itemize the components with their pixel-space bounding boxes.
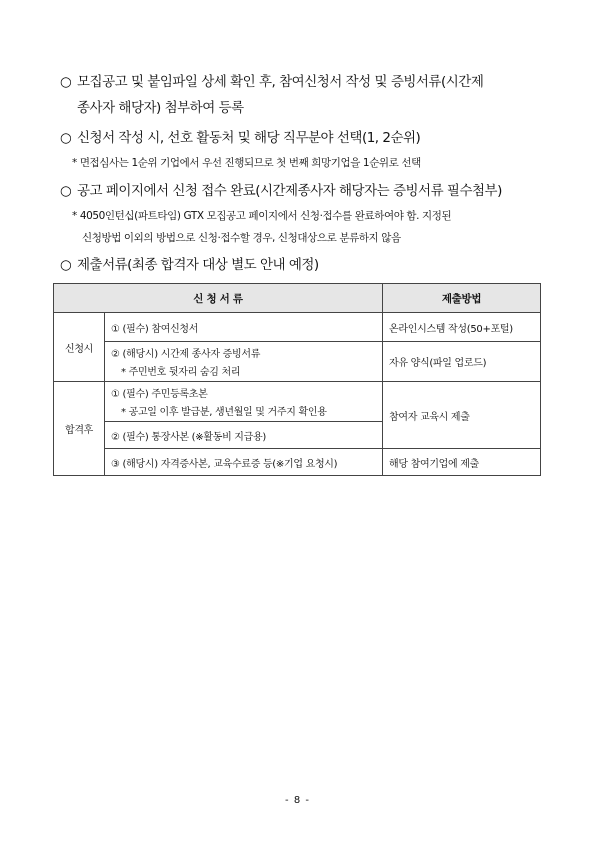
method-cell: 자유 양식(파일 업로드) — [383, 342, 541, 382]
bullet-marker: ○ — [60, 130, 72, 146]
doc-note: * 공고일 이후 발급분, 생년월일 및 거주지 확인용 — [121, 407, 327, 418]
doc-note: * 주민번호 뒷자리 숨김 처리 — [121, 367, 241, 378]
doc-cell: ② (해당시) 시간제 종사자 증빙서류 * 주민번호 뒷자리 숨김 처리 — [105, 342, 383, 382]
bullet-marker: ○ — [60, 257, 72, 273]
bullet-3: ○ 공고 페이지에서 신청 접수 완료(시간제종사자 해당자는 증빙서류 필수첨부) — [60, 183, 502, 199]
doc-cell: ② (필수) 통장사본 (※활동비 지급용) — [105, 422, 383, 449]
doc-cell: ① (필수) 참여신청서 — [105, 313, 383, 342]
bullet-marker: ○ — [60, 183, 72, 199]
table-row — [54, 449, 541, 476]
note-apply-line-2: 신청방법 이외의 방법으로 신청·접수할 경우, 신청대상으로 분류하지 않음 — [82, 232, 401, 244]
page-number: - 8 - — [285, 795, 310, 806]
doc-cell: ③ (해당시) 자격증사본, 교육수료증 등(※기업 요청시) — [105, 449, 383, 476]
method-cell: 온라인시스템 작성(50+포털) — [383, 313, 541, 342]
table-row — [54, 382, 541, 422]
submission-documents-table — [53, 283, 541, 476]
method-cell: 참여자 교육시 제출 — [383, 382, 541, 449]
category-passed: 합격후 — [54, 382, 105, 476]
bullet-marker: ○ — [60, 74, 72, 90]
table-row — [54, 313, 541, 342]
bullet-1-line-1: ○ 모집공고 및 붙임파일 상세 확인 후, 참여신청서 작성 및 증빙서류(시간제 — [60, 74, 484, 90]
note-interview: * 면접심사는 1순위 기업에서 우선 진행되므로 첫 번째 희망기업을 1순위로 선택 — [72, 157, 421, 169]
doc-cell: ① (필수) 주민등록초본 * 공고일 이후 발급분, 생년월일 및 거주지 확인용 — [105, 382, 383, 422]
note-apply-line-1: * 4050인턴십(파트타임) GTX 모집공고 페이지에서 신청·접수를 완료하여야 함. 지정된 — [72, 210, 452, 222]
table-header-row — [54, 284, 541, 313]
bullet-1-line-2: 종사자 해당자) 첨부하여 등록 — [77, 100, 244, 116]
header-method: 제출방법 — [383, 284, 541, 313]
method-cell: 해당 참여기업에 제출 — [383, 449, 541, 476]
bullet-2: ○ 신청서 작성 시, 선호 활동처 및 해당 직무분야 선택(1, 2순위) — [60, 130, 421, 146]
table-row — [54, 342, 541, 382]
header-documents: 신 청 서 류 — [54, 284, 383, 313]
category-apply: 신청시 — [54, 313, 105, 382]
bullet-4: ○ 제출서류(최종 합격자 대상 별도 안내 예정) — [60, 257, 319, 273]
